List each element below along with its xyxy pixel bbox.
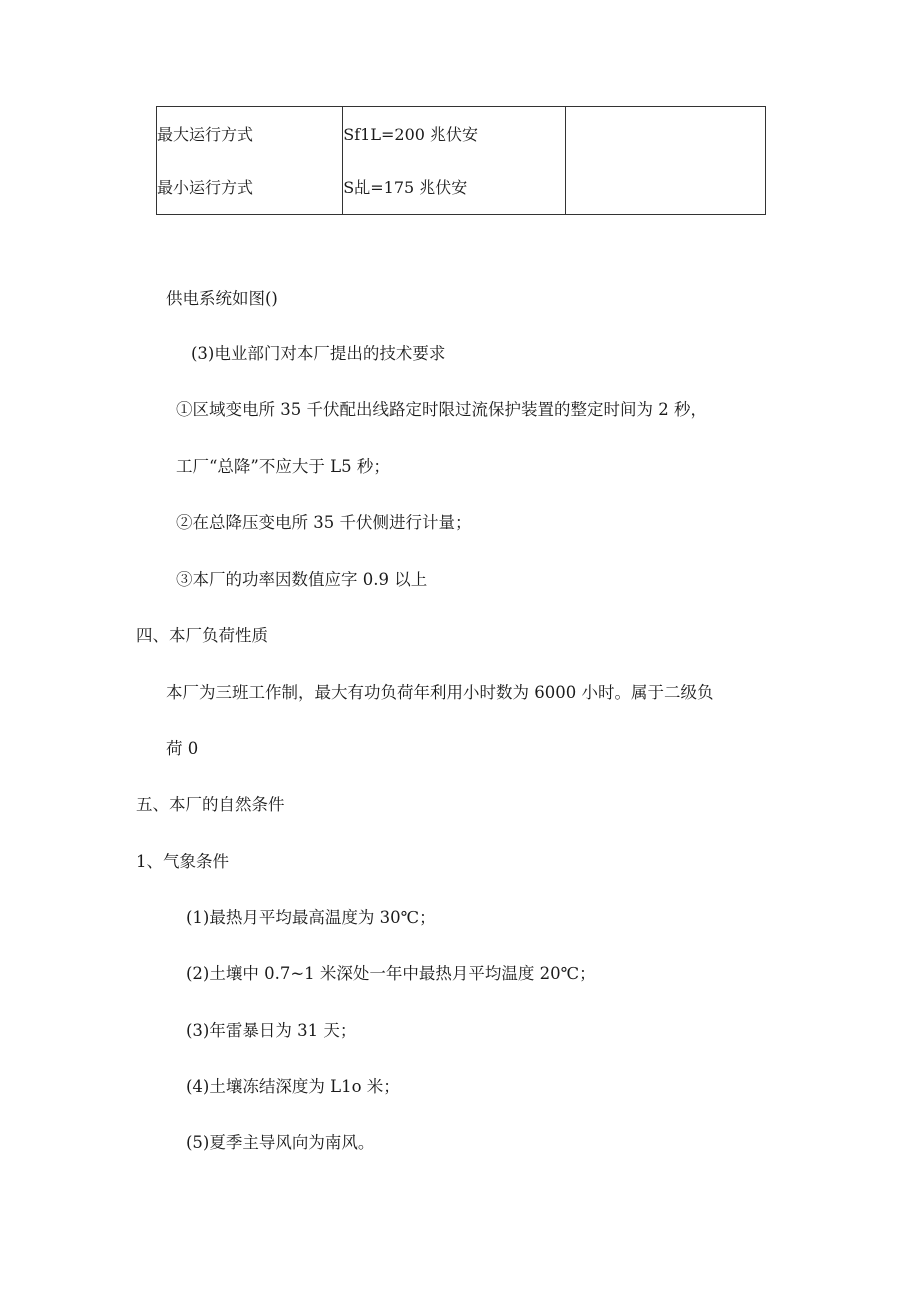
mode-min-label: 最小运行方式 [157, 178, 254, 197]
table-row [157, 107, 766, 215]
mode-min-note [566, 174, 765, 201]
weather-heading: 1、气象条件 [136, 852, 229, 871]
requirement-2: ②在总降压变电所 35 千伏侧进行计量； [176, 513, 472, 532]
table-cell-value [343, 107, 565, 215]
supply-system-text: 供电系统如图() [166, 289, 278, 308]
weather-item-4: (4)土壤冻结深度为 L1o 米； [186, 1077, 400, 1096]
weather-item-2: (2)土壤中 0.7~1 米深处一年中最热月平均温度 20℃； [186, 964, 596, 983]
mode-max-value: Sf1L=200 兆伏安 [343, 125, 479, 144]
section-5-heading: 五、本厂的自然条件 [136, 795, 285, 814]
mode-max-note [566, 121, 765, 148]
table-cell-note [565, 107, 765, 215]
weather-item-5: (5)夏季主导风向为南风。 [186, 1133, 375, 1152]
table-cell-mode [157, 107, 343, 215]
section-4-text-line1: 本厂为三班工作制，最大有功负荷年利用小时数为 6000 小时。属于二级负 [166, 683, 714, 702]
requirement-1-line1: ①区域变电所 35 千伏配出线路定时限过流保护装置的整定时间为 2 秒， [176, 400, 707, 419]
requirement-1-line2: 工厂“总降”不应大于 L5 秒； [176, 457, 390, 476]
weather-item-1: (1)最热月平均最高温度为 30℃； [186, 908, 436, 927]
requirement-3: ③本厂的功率因数值应字 0.9 以上 [176, 570, 428, 589]
section-4-text-line2: 荷 0 [166, 739, 199, 758]
weather-item-3: (3)年雷暴日为 31 天； [186, 1021, 357, 1040]
operating-mode-table [156, 106, 766, 215]
section-4-heading: 四、本厂负荷性质 [136, 626, 268, 645]
requirements-heading: (3)电业部门对本厂提出的技术要求 [191, 344, 446, 363]
mode-min-value: S乩=175 兆伏安 [343, 178, 468, 197]
mode-max-label: 最大运行方式 [157, 125, 254, 144]
